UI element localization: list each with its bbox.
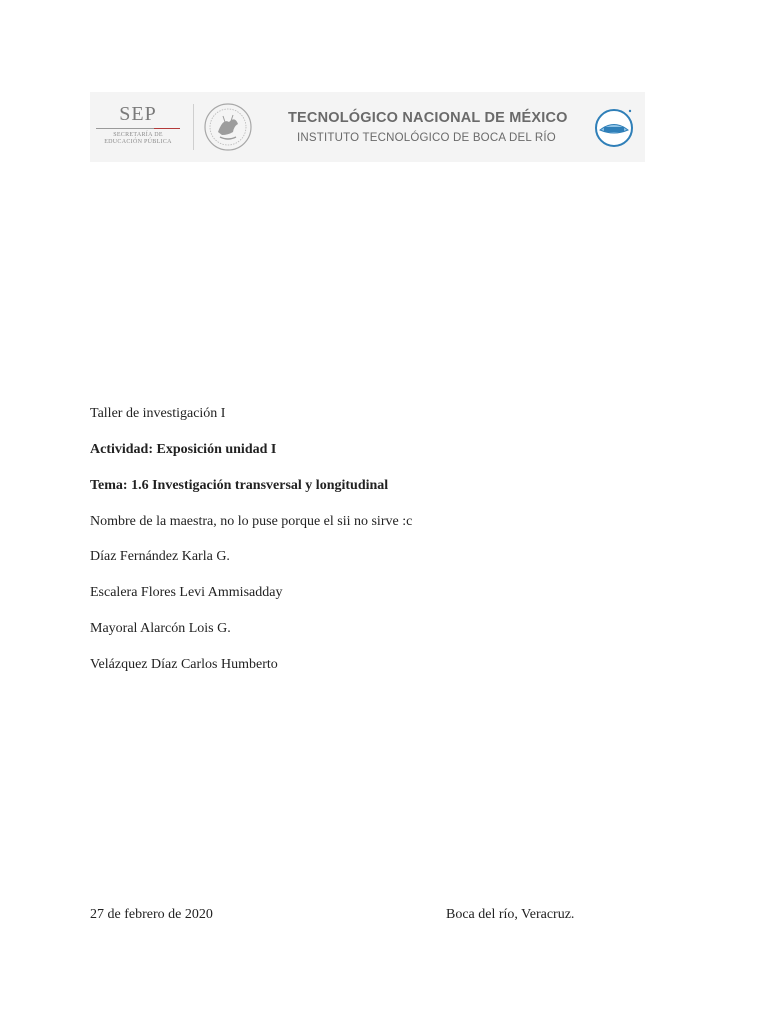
document-date: 27 de febrero de 2020 (90, 907, 213, 922)
document-place: Boca del río, Veracruz. (446, 907, 575, 922)
tecnm-subtitle: INSTITUTO TECNOLÓGICO DE BOCA DEL RÍO (297, 132, 556, 144)
sep-logo-word: SEP (119, 103, 157, 125)
sep-logo-sub-line1: SECRETARÍA DE (113, 132, 163, 138)
institutional-header-banner (90, 92, 645, 162)
sep-logo-rule (96, 128, 180, 129)
sep-logo (94, 104, 182, 152)
teacher-note: Nombre de la maestra, no lo puse porque el sii no sirve :c (90, 514, 413, 529)
mexico-coat-of-arms-seal-icon (203, 102, 253, 152)
sep-logo-sub-line2: EDUCACIÓN PÚBLICA (104, 139, 172, 145)
tecnm-title: TECNOLÓGICO NACIONAL DE MÉXICO (288, 110, 568, 126)
topic-title: Tema: 1.6 Investigación transversal y longitudinal (90, 478, 389, 493)
team-member: Velázquez Díaz Carlos Humberto (90, 657, 278, 672)
itbr-fish-logo-icon (592, 105, 636, 149)
course-name: Taller de investigación I (90, 406, 226, 421)
team-member: Escalera Flores Levi Ammisadday (90, 585, 283, 600)
team-member: Mayoral Alarcón Lois G. (90, 621, 231, 636)
team-member: Díaz Fernández Karla G. (90, 549, 230, 564)
activity-title: Actividad: Exposición unidad I (90, 442, 277, 457)
logo-divider (193, 104, 194, 150)
